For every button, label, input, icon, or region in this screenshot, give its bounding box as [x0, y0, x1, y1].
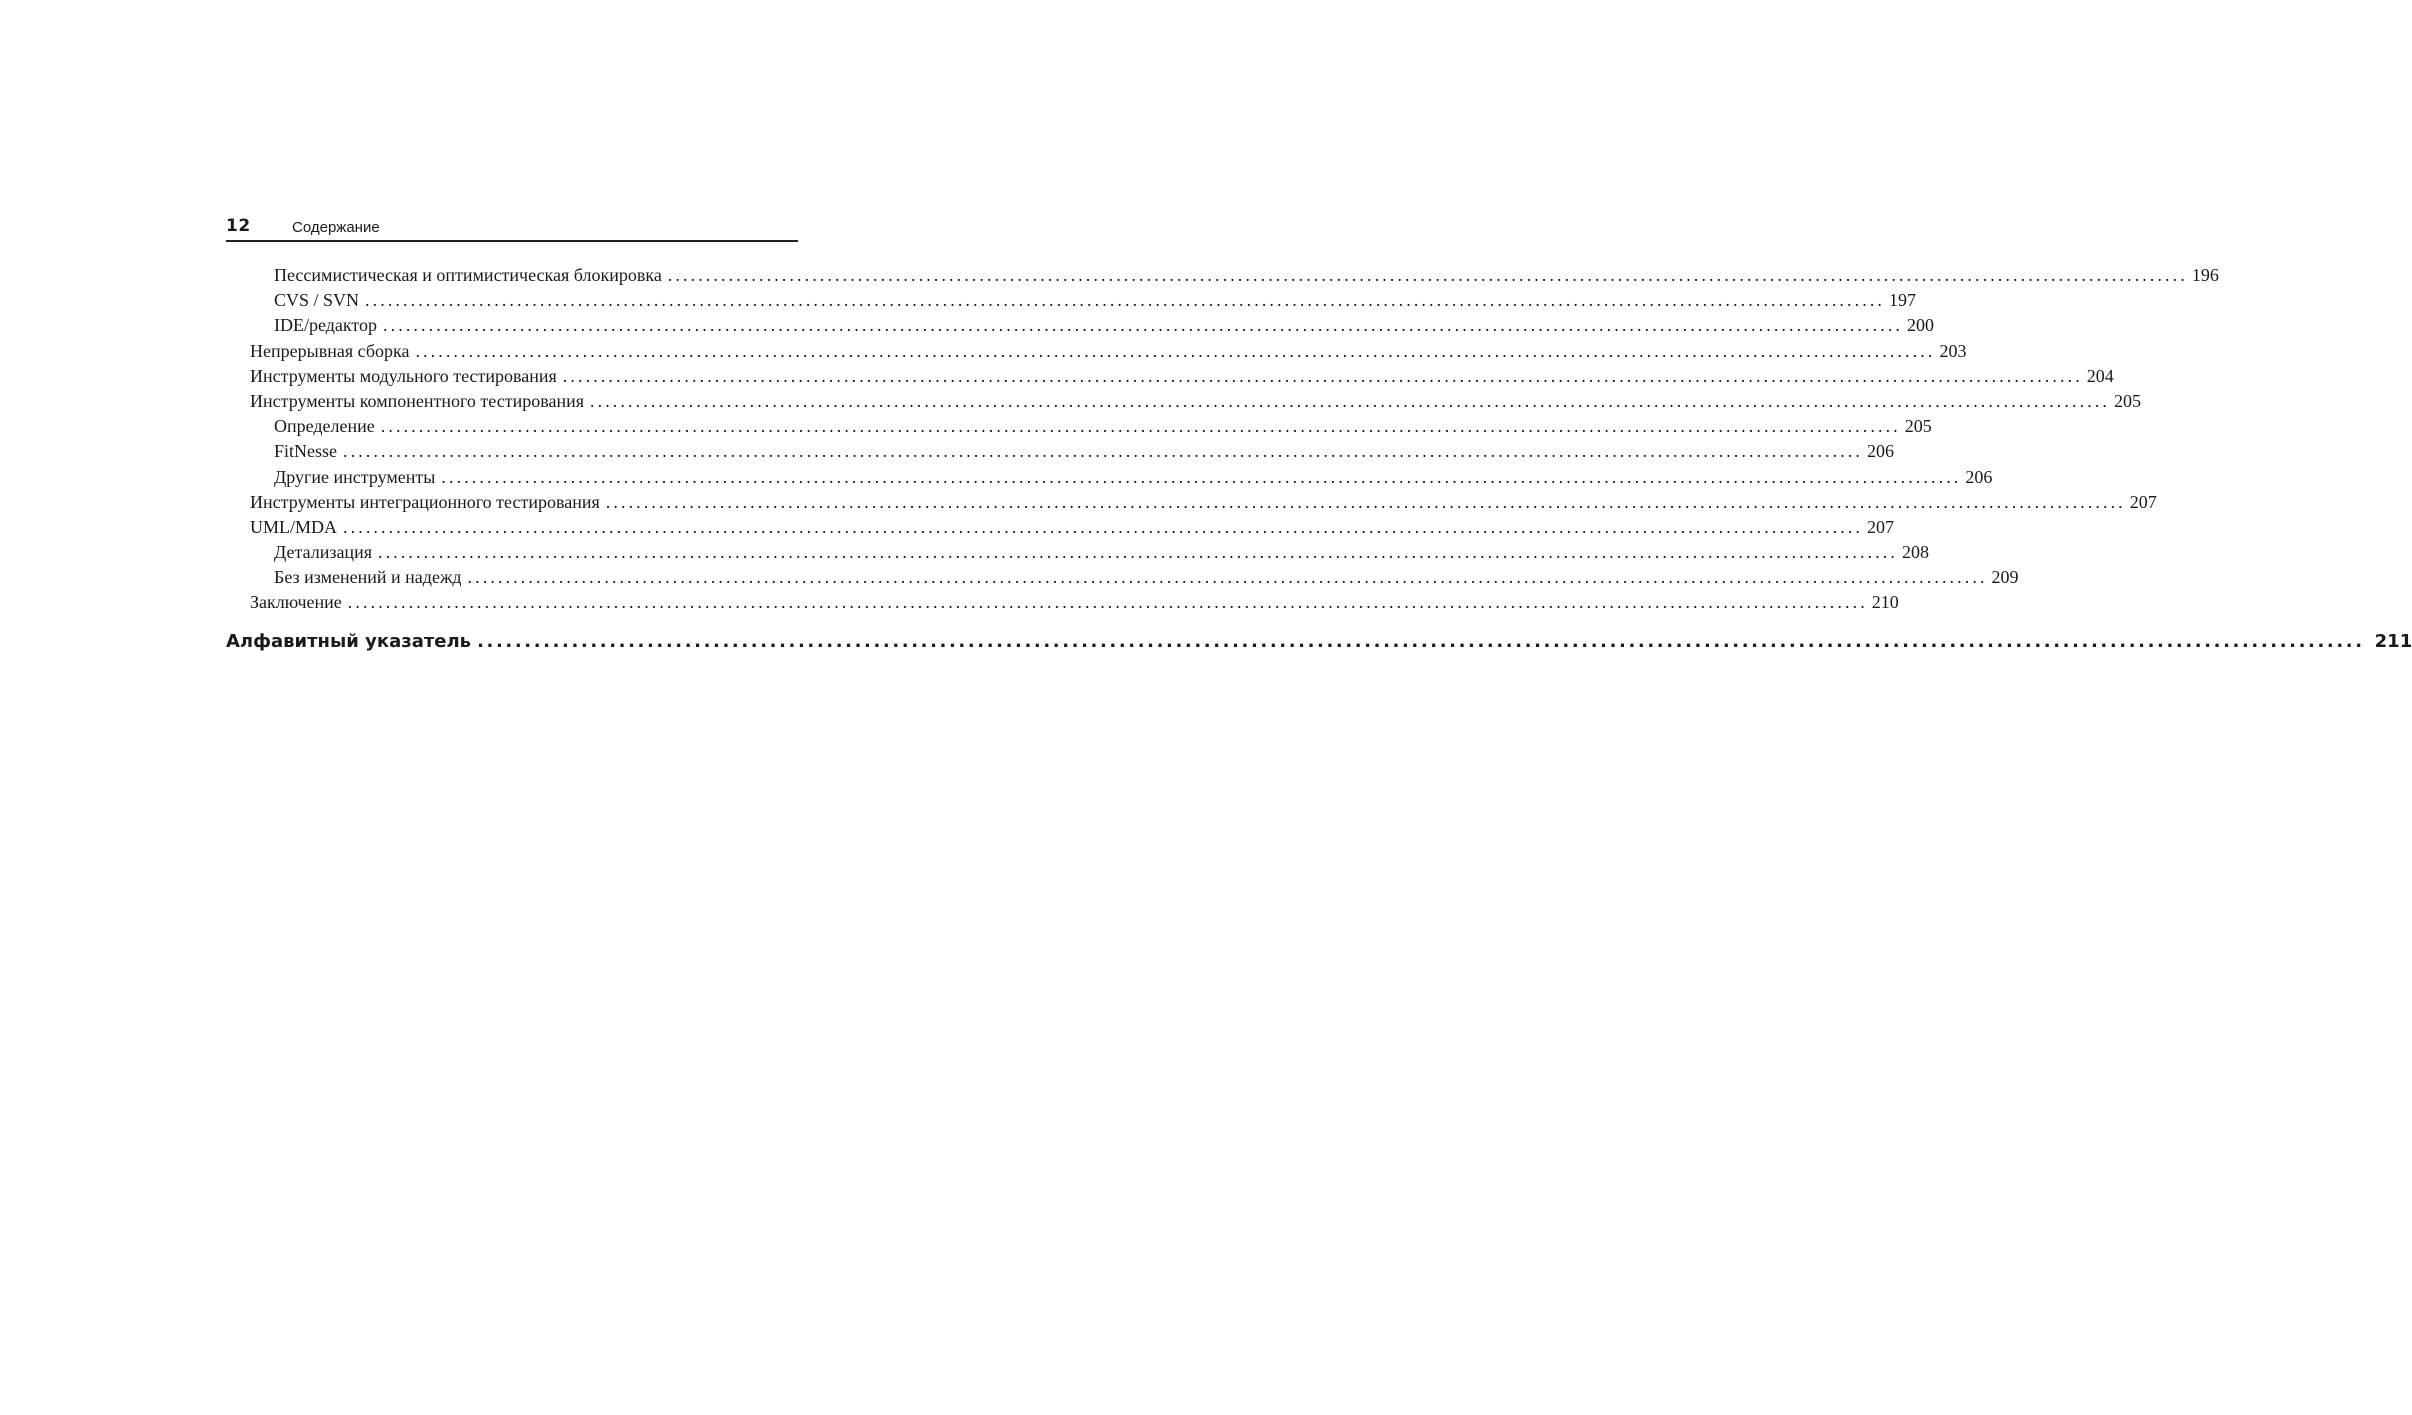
toc-entry-page: 200 — [1907, 315, 1935, 336]
toc-entry-page: 196 — [2191, 265, 2219, 285]
toc-entry[interactable] — [226, 389, 2141, 414]
toc-dot-leader: ........................................................................................................................................................................................................ — [377, 542, 1898, 563]
toc-entry[interactable] — [226, 439, 1894, 464]
toc-entry[interactable] — [226, 288, 1917, 313]
toc-entry-page: 206 — [1867, 441, 1894, 462]
toc-entry-title: Непрерывная сборка — [250, 340, 410, 361]
toc-entry-page: 197 — [1889, 290, 1917, 311]
toc-entry[interactable] — [226, 465, 1993, 490]
toc-index-entry[interactable] — [226, 629, 2412, 655]
toc-entry-page: 207 — [1867, 516, 1895, 537]
toc-entry[interactable] — [226, 414, 1932, 439]
toc-entry-page: 205 — [1904, 416, 1932, 437]
page-header — [226, 214, 798, 242]
toc-dot-leader: ........................................................................................................................................................................................................ — [415, 340, 1936, 361]
toc-entry-title: UML/MDA — [250, 516, 338, 537]
toc-dot-leader: ........................................................................................................................................................................................................ — [343, 516, 1864, 537]
toc-entry-page: 203 — [1939, 340, 1967, 361]
toc-entry-page: 204 — [2086, 365, 2114, 386]
toc-dot-leader: ........................................................................................................................................................................................................ — [441, 466, 1962, 487]
toc-entry-title: Инструменты модульного тестирования — [250, 365, 557, 386]
toc-entry-title: Без изменений и надежд — [274, 567, 462, 588]
toc-entry[interactable] — [226, 565, 2019, 590]
toc-dot-leader: ........................................................................................................................................................................................................ — [467, 567, 1988, 588]
toc-entry-title: Детализация — [274, 542, 372, 563]
running-title: Содержание — [292, 219, 380, 236]
page-number: 12 — [226, 216, 251, 236]
toc-dot-leader: ........................................................................................................................................................................................................ — [347, 592, 1868, 613]
table-of-contents — [226, 263, 2219, 616]
toc-entry-page: 208 — [1901, 542, 1929, 563]
toc-entry[interactable] — [226, 313, 1935, 338]
toc-dot-leader: ........................................................................................................................................................................................................ — [562, 365, 2083, 386]
toc-index-title: Алфавитный указатель — [226, 631, 472, 652]
toc-entry-page: 209 — [1991, 567, 2019, 588]
toc-entry-page: 206 — [1965, 466, 1993, 487]
toc-index-page: 211 — [2374, 631, 2412, 652]
toc-entry-title: FitNesse — [274, 441, 337, 462]
toc-entry[interactable] — [226, 490, 2157, 515]
toc-dot-leader: ........................................................................................................................................................................................................ — [667, 265, 2188, 285]
toc-entry-page: 207 — [2129, 491, 2157, 512]
toc-entry[interactable] — [226, 590, 1899, 615]
toc-entry-title: IDE/редактор — [274, 315, 378, 336]
toc-entry-title: Определение — [274, 416, 375, 437]
toc-dot-leader: ........................................................................................................................................................................................................ — [343, 441, 1863, 462]
toc-entry-title: Другие инструменты — [274, 466, 436, 487]
toc-entry-title: Инструменты компонентного тестирования — [250, 390, 584, 411]
toc-entry[interactable] — [226, 540, 1929, 565]
toc-dot-leader: ........................................................................................................................................................................................................ — [365, 290, 1886, 311]
toc-dot-leader: ........................................................................................................................................................................................................ — [380, 416, 1901, 437]
toc-entry-title: CVS / SVN — [274, 290, 360, 311]
toc-entry[interactable] — [226, 339, 1967, 364]
toc-dot-leader: ........................................................................................................................................................................................................ — [590, 390, 2110, 411]
toc-entry-title: Пессимистическая и оптимистическая блокировка — [274, 265, 662, 285]
toc-dot-leader: ........................................................................................................................................................................................................ — [383, 315, 1904, 336]
toc-entry-title: Заключение — [250, 592, 342, 613]
toc-entry[interactable] — [226, 364, 2114, 389]
toc-entry-page: 210 — [1871, 592, 1899, 613]
toc-entry[interactable] — [226, 263, 2219, 288]
toc-entry-title: Инструменты интеграционного тестирования — [250, 491, 600, 512]
toc-dot-leader: ........................................................................................................................................................................................................ — [605, 491, 2126, 512]
toc-dot-leader: ........................................................................................................................................................................................................ — [477, 631, 2365, 652]
toc-entry-page: 205 — [2114, 390, 2141, 411]
toc-entry[interactable] — [226, 515, 1895, 540]
